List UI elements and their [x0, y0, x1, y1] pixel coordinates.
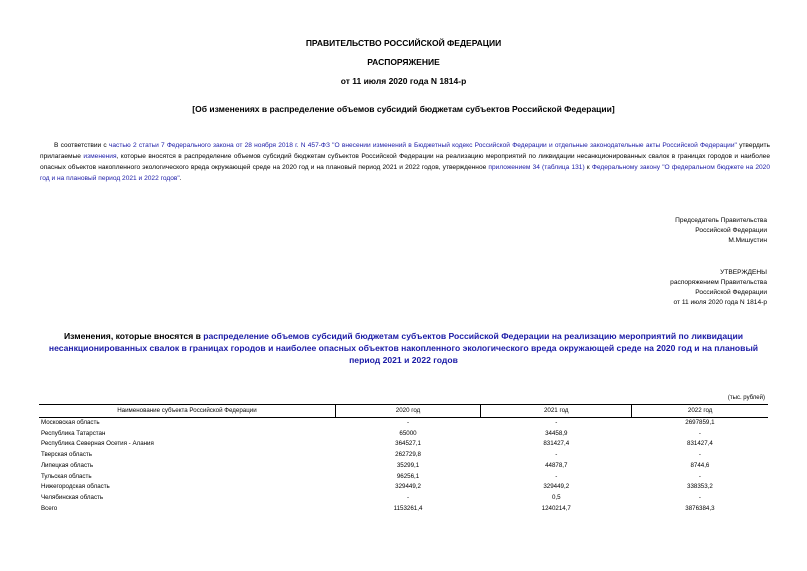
region-cell: Нижегородская область [41, 483, 110, 491]
value-cell: - [698, 472, 701, 480]
value-cell: 3876384,3 [685, 504, 715, 512]
region-cell: Тульская область [41, 472, 92, 480]
value-cell: - [555, 472, 558, 480]
value-cell: 1153261,4 [393, 504, 423, 512]
value-cell: 0,5 [551, 493, 561, 501]
approval-line: от 11 июля 2020 года N 1814-р [673, 299, 767, 306]
value-cell: 2697859,1 [685, 419, 715, 426]
signature-position: Председатель Правительства [675, 217, 767, 224]
region-cell: Тверская область [41, 451, 92, 459]
government-title: ПРАВИТЕЛЬСТВО РОССИЙСКОЙ ФЕДЕРАЦИИ [305, 38, 502, 48]
approval-heading: УТВЕРЖДЕНЫ [720, 269, 767, 276]
document-subject: [Об изменениях в распределение объемов субсидий бюджетам субъектов Российской Федерации] [192, 104, 615, 114]
value-cell: 831427,4 [543, 440, 570, 448]
link-federal-law-457[interactable]: частью 2 статьи 7 Федерального закона от 28 ноября 2018 г. N 457-ФЗ "О внесении изменений в Бюджетный кодекс Российской Федерации и отдельные законодательные акты Российской Федерации" [108, 142, 737, 149]
value-cell: - [698, 451, 701, 459]
signature-block [675, 216, 767, 246]
signature-position: Российской Федерации [695, 227, 767, 234]
value-cell: - [407, 419, 410, 426]
paragraph-text: к [584, 164, 592, 171]
table-row [39, 429, 768, 440]
link-distribution[interactable]: распределение объемов субсидий бюджетам субъектов Российской Федерации на реализацию мероприятий по ликвидации несанкционированных свалок в границах городов и наиболее опасных объектов накопленного экологического вреда окружающей среде на 2020 год и на плановый период 2021 и 2022 годов [48, 331, 759, 365]
region-cell: Московская область [41, 419, 100, 426]
changes-title [40, 330, 767, 366]
paragraph-text: утвердить прилагаемые [40, 142, 770, 160]
approval-line: Российской Федерации [695, 289, 767, 296]
document-date-number: от 11 июля 2020 года N 1814-р [340, 76, 467, 86]
value-cell: - [698, 429, 701, 437]
link-changes[interactable]: изменения [83, 153, 117, 160]
value-cell: 35299,1 [396, 461, 420, 469]
value-cell: - [407, 493, 410, 501]
table-row [39, 482, 768, 493]
link-appendix-34[interactable]: приложением 34 (таблица 131) [488, 164, 585, 171]
column-header-region: Наименование субъекта Российской Федерации [39, 405, 335, 418]
value-cell: 8744,6 [690, 461, 710, 469]
value-cell: - [555, 419, 558, 426]
value-cell: 329449,2 [395, 483, 421, 491]
value-cell: 364527,1 [395, 440, 421, 448]
region-cell: Республика Татарстан [41, 429, 106, 437]
region-cell: Республика Северная Осетия - Алания [41, 440, 154, 448]
table-total-row [39, 504, 768, 515]
region-cell: Липецкая область [41, 461, 94, 469]
table-row [39, 461, 768, 472]
column-header-2020: 2020 год [335, 405, 480, 418]
value-cell: 338353,2 [687, 483, 713, 491]
column-header-2022: 2022 год [632, 405, 768, 418]
paragraph-text: , которые вносятся в распределение объемов субсидий бюджетам субъектов Российской Федерации на реализацию мероприятий по ликвидации несанкционированных свалок в границах городов и наиболее опасных объектов накопленного экологического вреда окружающей среде на 2020 год и на плановый период 2021 и 2022 годов, утвержденное [40, 153, 770, 171]
approval-block [670, 268, 767, 308]
link-federal-budget-law[interactable]: Федеральному закону "О федеральном бюджете на 2020 год и на плановый период 2021 и 2022 годов" [40, 164, 770, 182]
main-paragraph [40, 140, 770, 184]
changes-title-prefix: Изменения, которые вносятся в [63, 331, 204, 341]
document-type: РАСПОРЯЖЕНИЕ [367, 57, 440, 67]
signature-name: М.Мишустин [728, 237, 767, 244]
value-cell: 65000 [399, 429, 417, 437]
column-header-2021: 2021 год [481, 405, 632, 418]
table-row [39, 418, 768, 429]
value-cell: 44878,7 [545, 461, 568, 469]
table-row [39, 472, 768, 483]
value-cell: 34458,9 [545, 429, 568, 437]
approval-line: распоряжением Правительства [670, 279, 767, 286]
region-cell: Всего [41, 504, 58, 512]
subsidy-table [39, 404, 768, 514]
value-cell: - [555, 451, 558, 459]
unit-label: (тыс. рублей) [727, 395, 765, 401]
paragraph-text: . [179, 175, 182, 182]
value-cell: 329449,2 [543, 483, 570, 491]
paragraph-text: В соответствии с [54, 142, 109, 149]
table-header-row [39, 405, 768, 418]
table-row [39, 450, 768, 461]
region-cell: Челябинская область [41, 493, 104, 501]
table-row [39, 439, 768, 450]
value-cell: 831427,4 [687, 440, 713, 448]
value-cell: - [698, 493, 701, 501]
value-cell: 96256,1 [396, 472, 420, 480]
value-cell: 1240214,7 [541, 504, 571, 512]
table-row [39, 493, 768, 504]
value-cell: 262729,8 [395, 451, 421, 459]
